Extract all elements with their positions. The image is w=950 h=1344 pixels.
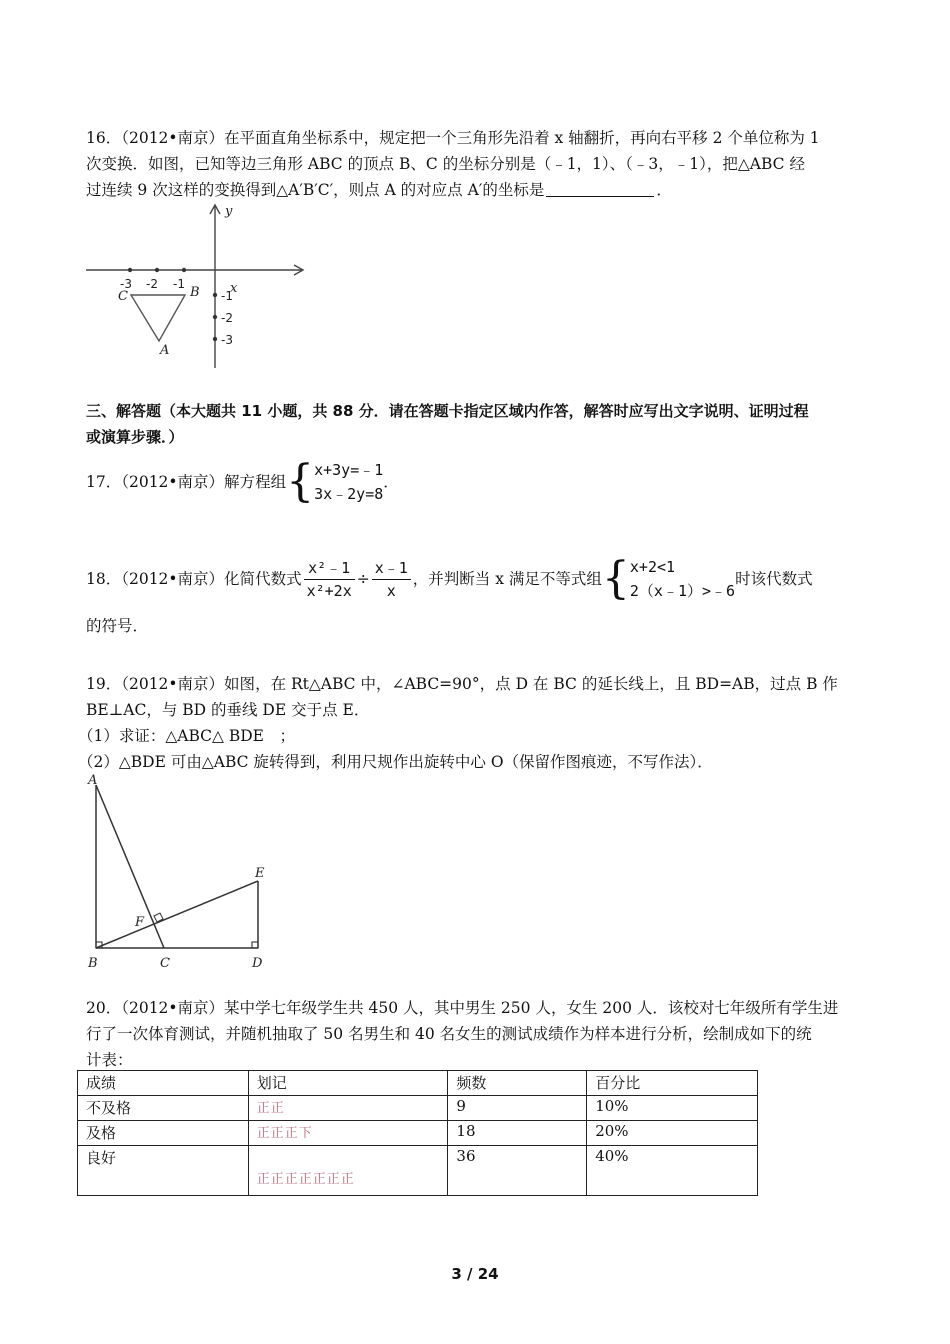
table-row xyxy=(78,1096,758,1121)
table-cell: 9 xyxy=(448,1096,587,1121)
table-header-cell: 成绩 xyxy=(78,1071,249,1096)
x-axis-label: x xyxy=(230,281,238,296)
point-a-label: A xyxy=(160,343,170,358)
question-16 xyxy=(86,125,866,203)
tally-cell: 正正 xyxy=(248,1096,448,1121)
table-header-row xyxy=(78,1071,758,1096)
table-header-cell: 百分比 xyxy=(587,1071,758,1096)
answer-blank xyxy=(546,180,654,197)
table-row xyxy=(78,1121,758,1146)
left-brace: { xyxy=(286,456,315,507)
question-19: 19．（2012•南京）如图，在 Rt△ABC 中，∠ABC=90°，点 D 在 BC 的延长线上，且 BD=AB，过点 B 作 BE⊥AC，与 BD 的垂线 DE 交于点 E． （1）求证：△ABC△ BDE ； （2）△BDE 可由△ABC 旋转得到，利用尺规作出旋转中心 O（保留作图痕迹，不写作法）． xyxy=(78,675,838,771)
q19-triangle-figure xyxy=(84,770,284,975)
fraction-2: $\frac{x﹣1}{x}$ xyxy=(372,557,411,602)
y-axis-label: y xyxy=(225,204,233,219)
statistics-table xyxy=(77,1070,758,1196)
x-tick-label: -1 xyxy=(173,277,185,291)
question-17: 17．（2012•南京）解方程组{ x+3y=﹣1 3x﹣2y=8 ． xyxy=(86,456,399,507)
equation-system: x+3y=﹣1 3x﹣2y=8 xyxy=(314,461,384,503)
question-18: 18．（2012•南京）化简代数式 $\frac{\text{x²﹣1}}{\text{x²+2x}}$ ÷ $\frac{x﹣1}{x}$ ，并判断当 x 满足不等式组{ x+2<1 2（x﹣1）>﹣6 时该代数式 的符号． xyxy=(86,555,886,639)
section-3-heading: 三、解答题（本大题共 11 小题，共 88 分．请在答题卡指定区域内作答，解答时应写出文字说明、证明过程 或演算步骤．） xyxy=(86,402,809,446)
y-tick-label: -2 xyxy=(221,311,233,325)
point-c-label: C xyxy=(160,956,170,971)
table-cell: 不及格 xyxy=(78,1096,249,1121)
y-tick-label: -3 xyxy=(221,333,233,347)
x-tick-label: -2 xyxy=(146,277,158,291)
triangle-abc xyxy=(131,295,185,341)
page-number: 3 / 24 xyxy=(451,1265,499,1283)
point-d-label: D xyxy=(252,956,263,971)
q18-prefix: 18．（2012•南京）化简代数式 xyxy=(86,570,302,588)
table-cell: 18 xyxy=(448,1121,587,1146)
table-row xyxy=(78,1146,758,1196)
table-header-cell: 划记 xyxy=(248,1071,448,1096)
point-b-label: B xyxy=(88,956,98,971)
table-cell: 20% xyxy=(587,1121,758,1146)
question-20: 20．（2012•南京）某中学七年级学生共 450 人，其中男生 250 人，女生 200 人．该校对七年级所有学生进 行了一次体育测试，并随机抽取了 50 名男生和 40 名女生的测试成绩作为样本进行分析，绘制成如下的统 计表： xyxy=(86,999,839,1069)
q16-line1: 16．（2012•南京）在平面直角坐标系中，规定把一个三角形先沿着 x 轴翻折，再向右平移 2 个单位称为 1 xyxy=(86,129,820,147)
table-cell: 良好 xyxy=(78,1146,249,1196)
inequality-system: x+2<1 2（x﹣1）>﹣6 xyxy=(629,558,736,600)
point-b-label: B xyxy=(190,285,200,300)
point-f-label: F xyxy=(135,915,145,930)
table-cell: 36 xyxy=(448,1146,587,1196)
q17-prefix: 17．（2012•南京）解方程组 xyxy=(86,473,287,491)
q16-coordinate-figure xyxy=(84,200,314,370)
x-tick-label: -3 xyxy=(120,277,132,291)
table-cell: 40% xyxy=(587,1146,758,1196)
table-cell: 10% xyxy=(587,1096,758,1121)
q16-line3: 过连续 9 次这样的变换得到△A′B′C′，则点 A 的对应点 A′的坐标是 ． xyxy=(86,181,672,199)
q18-line2: 的符号． xyxy=(86,617,149,635)
q16-line2: 次变换．如图，已知等边三角形 ABC 的顶点 B、C 的坐标分别是（﹣1，1）、（﹣3，﹣1），把△ABC 经 xyxy=(86,155,805,173)
table-cell: 及格 xyxy=(78,1121,249,1146)
table-header-cell: 频数 xyxy=(448,1071,587,1096)
tally-cell: 正正正下 xyxy=(248,1121,448,1146)
point-c-label: C xyxy=(118,289,128,304)
left-brace: { xyxy=(601,553,630,604)
point-e-label: E xyxy=(255,866,265,881)
y-tick-label: -1 xyxy=(221,289,233,303)
fraction-1: $\frac{\text{x²﹣1}}{\text{x²+2x}}$ xyxy=(304,557,355,602)
tally-cell: 正正正正正正正 xyxy=(248,1146,448,1196)
point-a-label: A xyxy=(88,773,98,788)
